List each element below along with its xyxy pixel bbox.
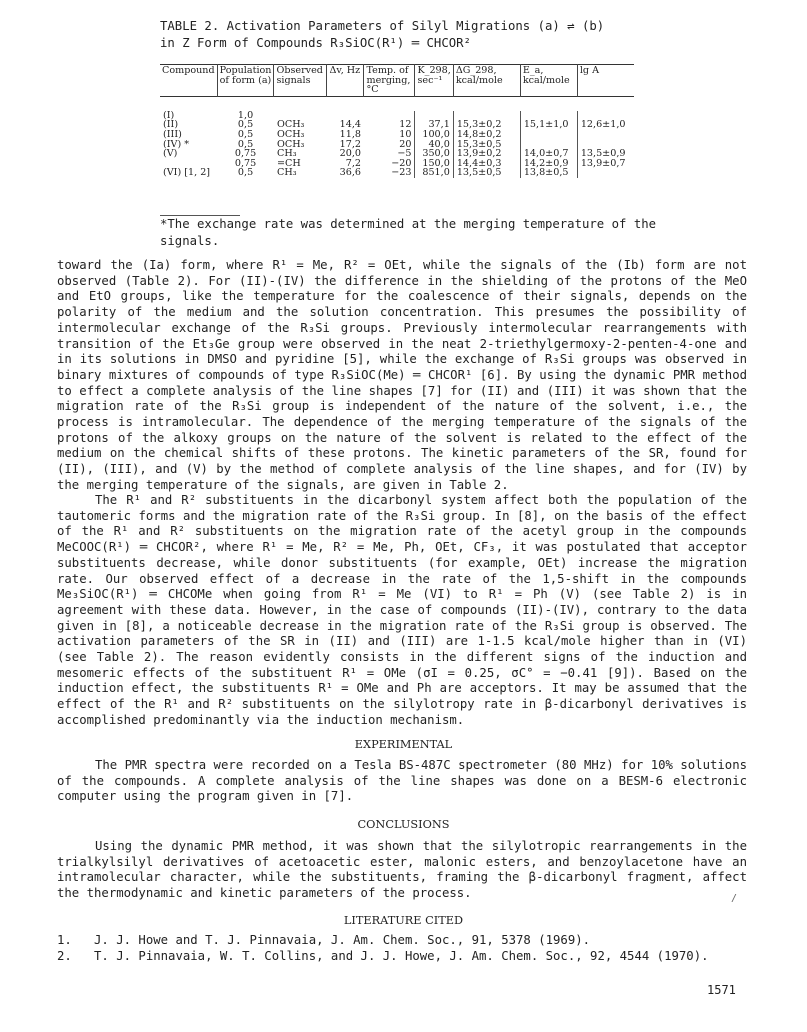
table-cell-k: 37,1	[415, 120, 453, 130]
table-cell-dg: 13,5±0,5	[453, 168, 520, 178]
table-cell-temp: 20	[399, 138, 412, 150]
table-cell-dv: 14,4	[339, 119, 361, 131]
table-row	[160, 168, 634, 178]
header-k: K_298, sec⁻¹	[415, 65, 453, 97]
table-cell-population: 1,0	[237, 109, 254, 121]
conclusions-heading: CONCLUSIONS	[357, 818, 450, 831]
table-cell-k: 100,0	[415, 130, 453, 140]
table-cell-signals: OCH₃	[276, 119, 305, 131]
table-cell-k: 851,0	[415, 168, 453, 178]
table-cell-signals: OCH₃	[276, 138, 305, 150]
table-cell-population: 0,5	[237, 128, 254, 140]
table-cell-temp: 12	[399, 119, 412, 131]
table-cell-population: 0,5	[237, 138, 254, 150]
table-footnote: *The exchange rate was determined at the merging temperature of the signals.	[160, 217, 657, 248]
header-ea: E_a, kcal/mole	[520, 65, 577, 97]
table-cell-compound: (III)	[163, 128, 182, 140]
table-cell-compound: (I)	[163, 109, 175, 121]
table-cell-lga: 13,5±0,9	[577, 149, 634, 159]
table-cell-signals: OCH₃	[276, 128, 305, 140]
table-cell-population: 0,5	[237, 167, 254, 179]
table-cell-k: 40,0	[415, 140, 453, 150]
table-cell-temp: −5	[397, 148, 412, 160]
table-header-row	[160, 65, 634, 97]
reference-2: 2. T. J. Pinnavaia, W. T. Collins, and J. J. Howe, J. Am. Chem. Soc., 92, 4544 (1970).	[57, 949, 709, 963]
table-cell-ea: 14,0±0,7	[520, 149, 577, 159]
table-cell-dv: 36,6	[339, 167, 361, 179]
table-cell-dg: 14,4±0,3	[453, 159, 520, 169]
table-container	[160, 64, 660, 178]
table-cell-dv: 11,8	[339, 128, 361, 140]
table-cell-dg: 14,8±0,2	[453, 130, 520, 140]
table-cell-signals: CH₃	[276, 148, 297, 160]
table-cell-population: 0,75	[234, 157, 257, 169]
stray-mark: /	[731, 893, 738, 904]
page-number: 1571	[707, 983, 736, 997]
activation-parameters-table	[160, 64, 634, 178]
table-cell-compound: (II)	[163, 119, 179, 131]
literature-heading: LITERATURE CITED	[343, 914, 464, 927]
header-compound: Compound	[162, 65, 215, 76]
table-cell-ea: 15,1±1,0	[520, 120, 577, 130]
table-cell-dv: 7,2	[345, 157, 361, 169]
caption-line-2: in Z Form of Compounds R₃SiOC(R¹) ═ CHCOR²	[160, 36, 471, 50]
table-cell-dg: 13,9±0,2	[453, 149, 520, 159]
header-temp: Temp. of merging, °C	[364, 65, 415, 97]
header-dv: Δv, Hz	[327, 65, 364, 97]
table-cell-compound: (V)	[163, 148, 178, 160]
table-cell-dg: 15,3±0,5	[453, 140, 520, 150]
table-cell-temp: −23	[391, 167, 412, 179]
header-lga: lg A	[577, 65, 634, 97]
table-cell-ea: 13,8±0,5	[520, 168, 577, 178]
table-cell-k: 150,0	[415, 159, 453, 169]
table-cell-compound: (IV) *	[163, 138, 190, 150]
header-signals: Observed signals	[274, 65, 327, 97]
table-cell-dv: 17,2	[339, 138, 361, 150]
reference-1: 1. J. J. Howe and T. J. Pinnavaia, J. Am. Chem. Soc., 91, 5378 (1969).	[57, 933, 591, 947]
conclusions-text: Using the dynamic PMR method, it was shown that the silylotropic rearrangements in the trialkylsilyl derivatives of acetoacetic ester, malonic esters, and benzoylacetone have an intramolecular character, while the substituents, framing the β-dicarbonyl fragment, affect the thermodynamic and kinetic parameters of the process.	[57, 839, 747, 901]
table-cell-dv: 20,0	[339, 148, 361, 160]
header-dg: ΔG_298, kcal/mole	[453, 65, 520, 97]
table-cell-lga: 13,9±0,7	[577, 159, 634, 169]
table-body	[160, 96, 634, 178]
table-cell-lga: 12,6±1,0	[577, 120, 634, 130]
table-cell-k: 350,0	[415, 149, 453, 159]
table-cell-compound: (VI) [1, 2]	[163, 167, 211, 179]
table-cell-signals: CH₃	[276, 167, 297, 179]
body-paragraph-2: The R¹ and R² substituents in the dicarbonyl system affect both the population of the tautomeric forms and the migration rate of the R₃Si group. In [8], on the basis of the effect of the R¹ and R² substituents on the migration rate of the acetyl group in the compounds MeCOOC(R¹) ═ CHCOR², where R¹ = Me, R² = Me, Ph, OEt, CF₃, it was postulated that acceptor substituents decrease, while donor substituents (for example, OEt) increase the migration rate. Our observed effect of a decrease in the rate of the 1,5-shift in the compounds Me₃SiOC(R¹) ═ CHCOMe when going from R¹ = Me (VI) to R¹ = Ph (V) (see Table 2) is in agreement with these data. However, in the case of compounds (II)-(IV), contrary to the data given in [8], a noticeable decrease in the migration rate of the R₃Si group is observed. The activation parameters of the SR in (II) and (III) are 1-1.5 kcal/mole higher than in (VI) (see Table 2). The reason evidently consists in the different signs of the induction and mesomeric effects of the substituent R¹ = OMe (σI = 0.25, σC° = −0.41 [9]). Based on the induction effect, the substituents R¹ = OMe and Ph are acceptors. It may be assumed that the effect of the R¹ and R² substituents on the silylotropy rate in β-dicarbonyl derivatives is accomplished predominantly via the induction mechanism.	[57, 493, 747, 727]
table-cell-temp: 10	[399, 128, 412, 140]
table-cell-signals: =CH	[276, 157, 301, 169]
table-row	[160, 120, 634, 130]
table-caption	[160, 18, 680, 52]
table-cell-lga	[577, 130, 634, 140]
experimental-heading: EXPERIMENTAL	[354, 738, 453, 751]
table-row	[160, 130, 634, 140]
table-cell-ea	[520, 130, 577, 140]
body-paragraph-1: toward the (Ia) form, where R¹ = Me, R² = OEt, while the signals of the (Ib) form are not observed (Table 2). For (II)-(IV) the difference in the shielding of the protons of the MeO and EtO groups, like the temperature for the coalescence of their signals, depends on the polarity of the medium and the solution concentration. This presumes the possibility of intermolecular exchange of the R₃Si groups. Previously intermolecular rearrangements with transition of the Et₃Ge group were observed in the neat 2-triethylgermoxy-2-penten-4-one and in its solutions in DMSO and pyridine [5], while the exchange of R₃Si groups was observed in binary mixtures of compounds of type R₃SiOC(Me) ═ CHCOR¹ [6]. By using the dynamic PMR method to effect a complete analysis of the line shapes [7] for (II) and (III) it was shown that the migration rate of the R₃Si group is independent of the nature of the solvent, i.e., the process is intramolecular. The dependence of the merging temperature of the signals of the protons of the alkoxy groups on the nature of the solvent is related to the effect of the medium on the chemical shifts of these protons. The kinetic parameters of the SR, found for (II), (III), and (V) by the method of complete analysis of the line shapes, and for (IV) by the merging temperature of the signals, are given in Table 2.	[57, 258, 747, 492]
header-population: Population of form (a)	[217, 65, 274, 97]
table-cell-temp: −20	[391, 157, 412, 169]
caption-line-1: TABLE 2. Activation Parameters of Silyl Migrations (a) ⇌ (b)	[160, 19, 605, 33]
experimental-text: The PMR spectra were recorded on a Tesla BS-487C spectrometer (80 MHz) for 10% solutions of the compounds. A complete analysis of the line shapes was done on a BESM-6 electronic computer using the program given in [7].	[57, 758, 747, 804]
table-cell-lga	[577, 168, 634, 178]
table-cell-ea: 14,2±0,9	[520, 159, 577, 169]
table-cell-population: 0,75	[234, 148, 257, 160]
table-cell-population: 0,5	[237, 119, 254, 131]
table-cell-dg: 15,3±0,2	[453, 120, 520, 130]
